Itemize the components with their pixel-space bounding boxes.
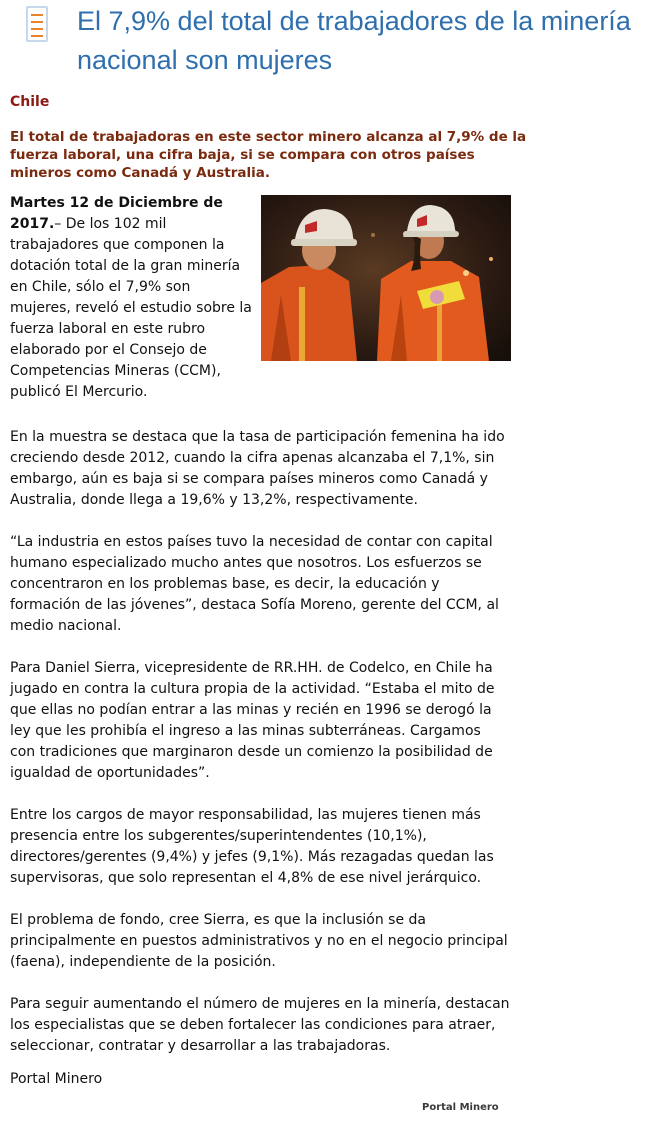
page-title: El 7,9% del total de trabajadores de la minería nacional son mujeres: [77, 6, 631, 75]
article-date: Martes 12 de Diciembre de 2017.: [10, 195, 223, 232]
document-list-icon: [26, 6, 48, 42]
article-body: [10, 427, 510, 1078]
article-source: Portal Minero: [10, 1071, 103, 1087]
article-paragraph: “La industria en estos países tuvo la necesidad de contar con capital humano especializado mucho antes que nosotros. Los esfuerzos se concentraron en los problemas base, es decir, la educación y formación de las jóvenes”, destaca Sofía Moreno, gerente del CCM, al medio nacional.: [10, 534, 499, 634]
footer-credit: Portal Minero: [422, 1102, 499, 1113]
article-header: [10, 0, 655, 90]
article-paragraph: Entre los cargos de mayor responsabilidad, las mujeres tienen más presencia entre los subgerentes/superintendentes (10,1%), directores/gerentes (9,4%) y jefes (9,1%). Más rezagadas quedan las supervisoras, que solo representan el 4,8% de ese nivel jerárquico.: [10, 807, 494, 886]
article-paragraph: Para Daniel Sierra, vicepresidente de RR.HH. de Codelco, en Chile ha jugado en contra la cultura propia de la actividad. “Estaba el mito de que ellas no podían entrar a las minas y recién en 1996 se derogó la ley que les prohibía el ingreso a las minas subterráneas. Cargamos con tradiciones que marginaron desde un comienzo la posibilidad de igualdad de oportunidades”.: [10, 660, 495, 781]
article-paragraph: En la muestra se destaca que la tasa de participación femenina ha ido creciendo desde 2012, cuando la cifra apenas alcanzaba el 7,1%, sin embargo, aún es baja si se compara países mineros como Canadá y Australia, donde llega a 19,6% y 13,2%, respectivamente.: [10, 429, 505, 508]
article-photo: [261, 195, 511, 361]
article-intro: [10, 193, 252, 403]
article-paragraph: El problema de fondo, cree Sierra, es que la inclusión se da principalmente en puestos administrativos y no en el negocio principal (faena), independiente de la posición.: [10, 912, 508, 970]
intro-text: – De los 102 mil trabajadores que componen la dotación total de la gran minería en Chile, sólo el 7,9% son mujeres, reveló el estudio sobre la fuerza laboral en este rubro elaborado por el Consejo de Competencias Mineras (CCM), publicó El Mercurio.: [10, 216, 252, 400]
section-label: Chile: [10, 94, 50, 110]
article-lead: El total de trabajadoras en este sector minero alcanza al 7,9% de la fuerza laboral, una cifra baja, si se compara con otros países mineros como Canadá y Australia.: [10, 129, 527, 181]
article-paragraph: Para seguir aumentando el número de mujeres en la minería, destacan los especialistas que se deben fortalecer las condiciones para atraer, seleccionar, contratar y desarrollar a las trabajadoras.: [10, 996, 510, 1054]
